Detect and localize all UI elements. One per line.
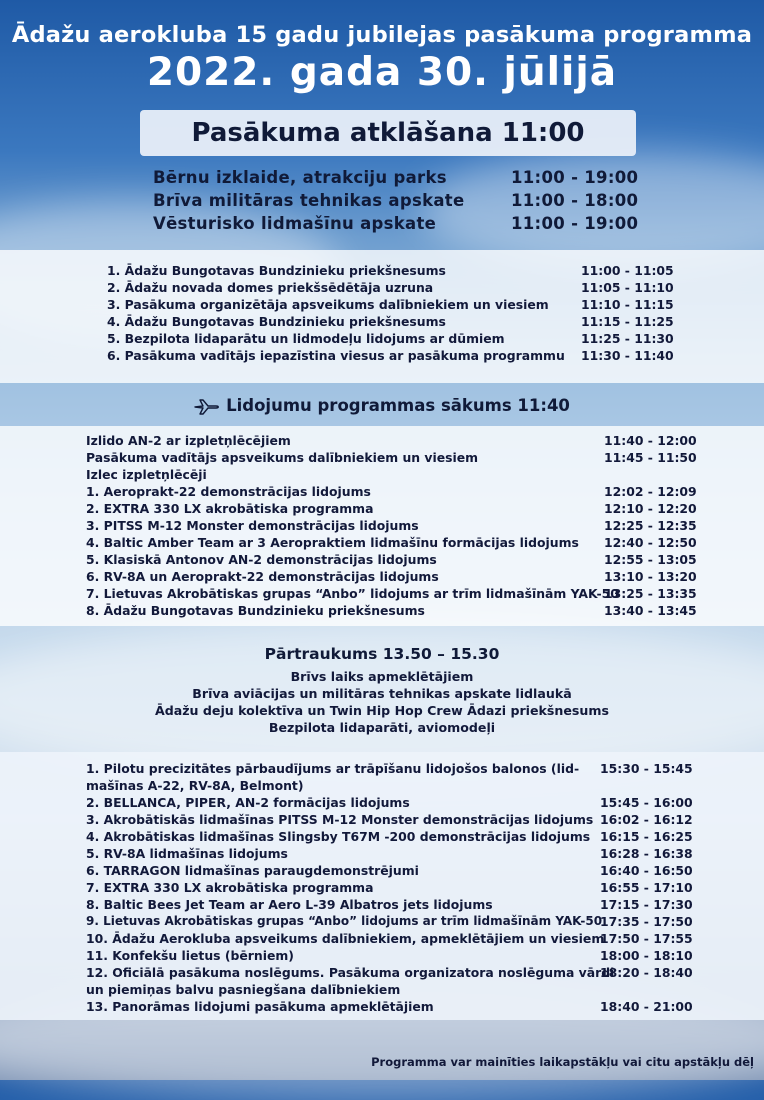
ceremony-row bbox=[107, 331, 505, 346]
ceremony-row-title: 5. Bezpilota lidaparātu un lidmodeļu lidojums ar dūmiem bbox=[107, 331, 505, 346]
afternoon-row-time: 15:30 - 15:45 bbox=[600, 761, 693, 776]
afternoon-row-title: 12. Oficiālā pasākuma noslēgums. Pasākuma organizatora noslēguma vārdi bbox=[86, 965, 615, 980]
afternoon-row-time: 16:55 - 17:10 bbox=[600, 880, 693, 895]
ceremony-row bbox=[107, 348, 565, 363]
flight-row-title: 7. Lietuvas Akrobātiskas grupas “Anbo” lidojums ar trīm lidmašīnām YAK-50 bbox=[86, 586, 619, 601]
pause-line: Brīvs laiks apmeklētājiem bbox=[290, 669, 474, 684]
opening-item-time: 11:00 - 19:00 bbox=[511, 214, 639, 233]
flight-row-title: Izlido AN-2 ar izpletņlēcējiem bbox=[86, 433, 291, 448]
ceremony-row-title: 1. Ādažu Bungotavas Bundzinieku priekšnesums bbox=[107, 263, 446, 278]
flight-row-title: Izlec izpletņlēcēji bbox=[86, 467, 207, 482]
afternoon-row-title: 7. EXTRA 330 LX akrobātiska programma bbox=[86, 880, 374, 895]
afternoon-row-time: 18:20 - 18:40 bbox=[600, 965, 693, 980]
afternoon-row-title: 5. RV-8A lidmašīnas lidojums bbox=[86, 846, 288, 861]
page-title: Ādažu aerokluba 15 gadu jubilejas pasākuma programma bbox=[11, 22, 753, 48]
ceremony-row bbox=[107, 263, 446, 278]
ceremony-row-title: 3. Pasākuma organizētāja apsveikums dalībniekiem un viesiem bbox=[107, 297, 549, 312]
afternoon-row-title: 9. Lietuvas Akrobātiskas grupas “Anbo” lidojums ar trīm lidmašīnām YAK-50 bbox=[86, 914, 603, 928]
afternoon-row-time: 17:15 - 17:30 bbox=[600, 897, 693, 912]
event-date: 2022. gada 30. jūlijā bbox=[146, 50, 618, 95]
afternoon-row-title: 8. Baltic Bees Jet Team ar Aero L-39 Albatros jets lidojums bbox=[86, 897, 493, 912]
flight-row-time: 13:10 - 13:20 bbox=[604, 569, 697, 584]
flight-row-title: 3. PITSS M-12 Monster demonstrācijas lidojums bbox=[86, 518, 419, 533]
flights-heading-text: Lidojumu programmas sākums 11:40 bbox=[226, 396, 570, 415]
afternoon-row-time: 15:45 - 16:00 bbox=[600, 795, 693, 810]
flight-row-time: 12:40 - 12:50 bbox=[604, 535, 697, 550]
afternoon-row-time: 18:00 - 18:10 bbox=[600, 948, 693, 963]
flights-heading bbox=[0, 396, 764, 416]
afternoon-row-time: 16:15 - 16:25 bbox=[600, 829, 693, 844]
flight-row-time: 12:55 - 13:05 bbox=[604, 552, 697, 567]
ceremony-row-time: 11:25 - 11:30 bbox=[581, 331, 674, 346]
ceremony-row-title: 6. Pasākuma vadītājs iepazīstina viesus ar pasākuma programmu bbox=[107, 348, 565, 363]
pause-heading: Pārtraukums 13.50 – 15.30 bbox=[264, 645, 500, 663]
ceremony-row bbox=[107, 297, 549, 312]
afternoon-row-title: 1. Pilotu precizitātes pārbaudījums ar trāpīšanu lidojošos balonos (lid- bbox=[86, 761, 580, 776]
afternoon-row-title: 2. BELLANCA, PIPER, AN-2 formācijas lidojums bbox=[86, 795, 410, 810]
flight-row-time: 12:02 - 12:09 bbox=[604, 484, 697, 499]
opening-item-title: Bērnu izklaide, atrakciju parks bbox=[153, 168, 447, 187]
ceremony-row-time: 11:10 - 11:15 bbox=[581, 297, 674, 312]
pause-line: Brīva aviācijas un militāras tehnikas apskate lidlaukā bbox=[192, 686, 572, 701]
opening-item bbox=[153, 191, 639, 210]
pause-line: Ādažu deju kolektīva un Twin Hip Hop Crew Ādazi priekšnesums bbox=[154, 703, 610, 718]
opening-item-title: Brīva militāras tehnikas apskate bbox=[153, 191, 465, 210]
opening-banner: Pasākuma atklāšana 11:00 bbox=[140, 110, 636, 156]
flight-row-time: 12:10 - 12:20 bbox=[604, 501, 697, 516]
pause-line: Bezpilota lidaparāti, aviomodeļi bbox=[268, 720, 496, 735]
airplane-icon bbox=[194, 398, 220, 416]
afternoon-row-time: 17:35 - 17:50 bbox=[600, 914, 693, 929]
ceremony-row-title: 4. Ādažu Bungotavas Bundzinieku priekšnesums bbox=[107, 314, 446, 329]
afternoon-row-time: 16:02 - 16:12 bbox=[600, 812, 693, 827]
afternoon-row-title: 13. Panorāmas lidojumi pasākuma apmeklētājiem bbox=[86, 999, 434, 1014]
ceremony-row-time: 11:30 - 11:40 bbox=[581, 348, 674, 363]
afternoon-row-title: 3. Akrobātiskās lidmašīnas PITSS M-12 Monster demonstrācijas lidojums bbox=[86, 812, 594, 827]
footer-note: Programma var mainīties laikapstākļu vai citu apstākļu dēļ bbox=[371, 1055, 754, 1069]
flight-row-title: Pasākuma vadītājs apsveikums dalībniekiem un viesiem bbox=[86, 450, 479, 465]
ceremony-row bbox=[107, 280, 433, 295]
afternoon-row-time: 18:40 - 21:00 bbox=[600, 999, 693, 1014]
opening-item-time: 11:00 - 18:00 bbox=[511, 191, 639, 210]
flight-row-time: 11:40 - 12:00 bbox=[604, 433, 697, 448]
flight-row-title: 2. EXTRA 330 LX akrobātiska programma bbox=[86, 501, 374, 516]
ceremony-row-time: 11:00 - 11:05 bbox=[581, 263, 674, 278]
afternoon-row-title-cont: un piemiņas balvu pasniegšana dalībniekiem bbox=[86, 982, 401, 997]
flight-row-title: 1. Aeroprakt-22 demonstrācijas lidojums bbox=[86, 484, 371, 499]
ceremony-row bbox=[107, 314, 446, 329]
afternoon-row-title: 10. Ādažu Aerokluba apsveikums dalībniekiem, apmeklētājiem un viesiem bbox=[86, 931, 605, 946]
flight-row-title: 6. RV-8A un Aeroprakt-22 demonstrācijas lidojums bbox=[86, 569, 439, 584]
ceremony-row-time: 11:15 - 11:25 bbox=[581, 314, 674, 329]
flight-row-title: 5. Klasiskā Antonov AN-2 demonstrācijas lidojums bbox=[86, 552, 437, 567]
opening-item-title: Vēsturisko lidmašīnu apskate bbox=[153, 214, 437, 233]
flight-row-time: 11:45 - 11:50 bbox=[604, 450, 697, 465]
afternoon-row-time: 16:40 - 16:50 bbox=[600, 863, 693, 878]
flight-row-time: 12:25 - 12:35 bbox=[604, 518, 697, 533]
opening-item bbox=[153, 214, 639, 233]
ceremony-row-title: 2. Ādažu novada domes priekšsēdētāja uzruna bbox=[107, 280, 434, 295]
afternoon-row-title-cont: mašīnas A-22, RV-8A, Belmont) bbox=[86, 778, 304, 793]
flight-row-time: 13:25 - 13:35 bbox=[604, 586, 697, 601]
afternoon-row-time: 17:50 - 17:55 bbox=[600, 931, 693, 946]
opening-item bbox=[153, 168, 639, 187]
ceremony-row-time: 11:05 - 11:10 bbox=[581, 280, 674, 295]
flight-row-time: 13:40 - 13:45 bbox=[604, 603, 697, 618]
flight-row-title: 8. Ādažu Bungotavas Bundzinieku priekšnesums bbox=[86, 603, 425, 618]
afternoon-row-time: 16:28 - 16:38 bbox=[600, 846, 693, 861]
afternoon-row-title: 11. Konfekšu lietus (bērniem) bbox=[86, 948, 294, 963]
opening-item-time: 11:00 - 19:00 bbox=[511, 168, 639, 187]
flight-row-title: 4. Baltic Amber Team ar 3 Aeropraktiem lidmašīnu formācijas lidojums bbox=[86, 535, 579, 550]
afternoon-row-title: 4. Akrobātiskas lidmašīnas Slingsby T67M -200 demonstrācijas lidojums bbox=[86, 829, 591, 844]
afternoon-row-title: 6. TARRAGON lidmašīnas paraugdemonstrējumi bbox=[86, 863, 419, 878]
